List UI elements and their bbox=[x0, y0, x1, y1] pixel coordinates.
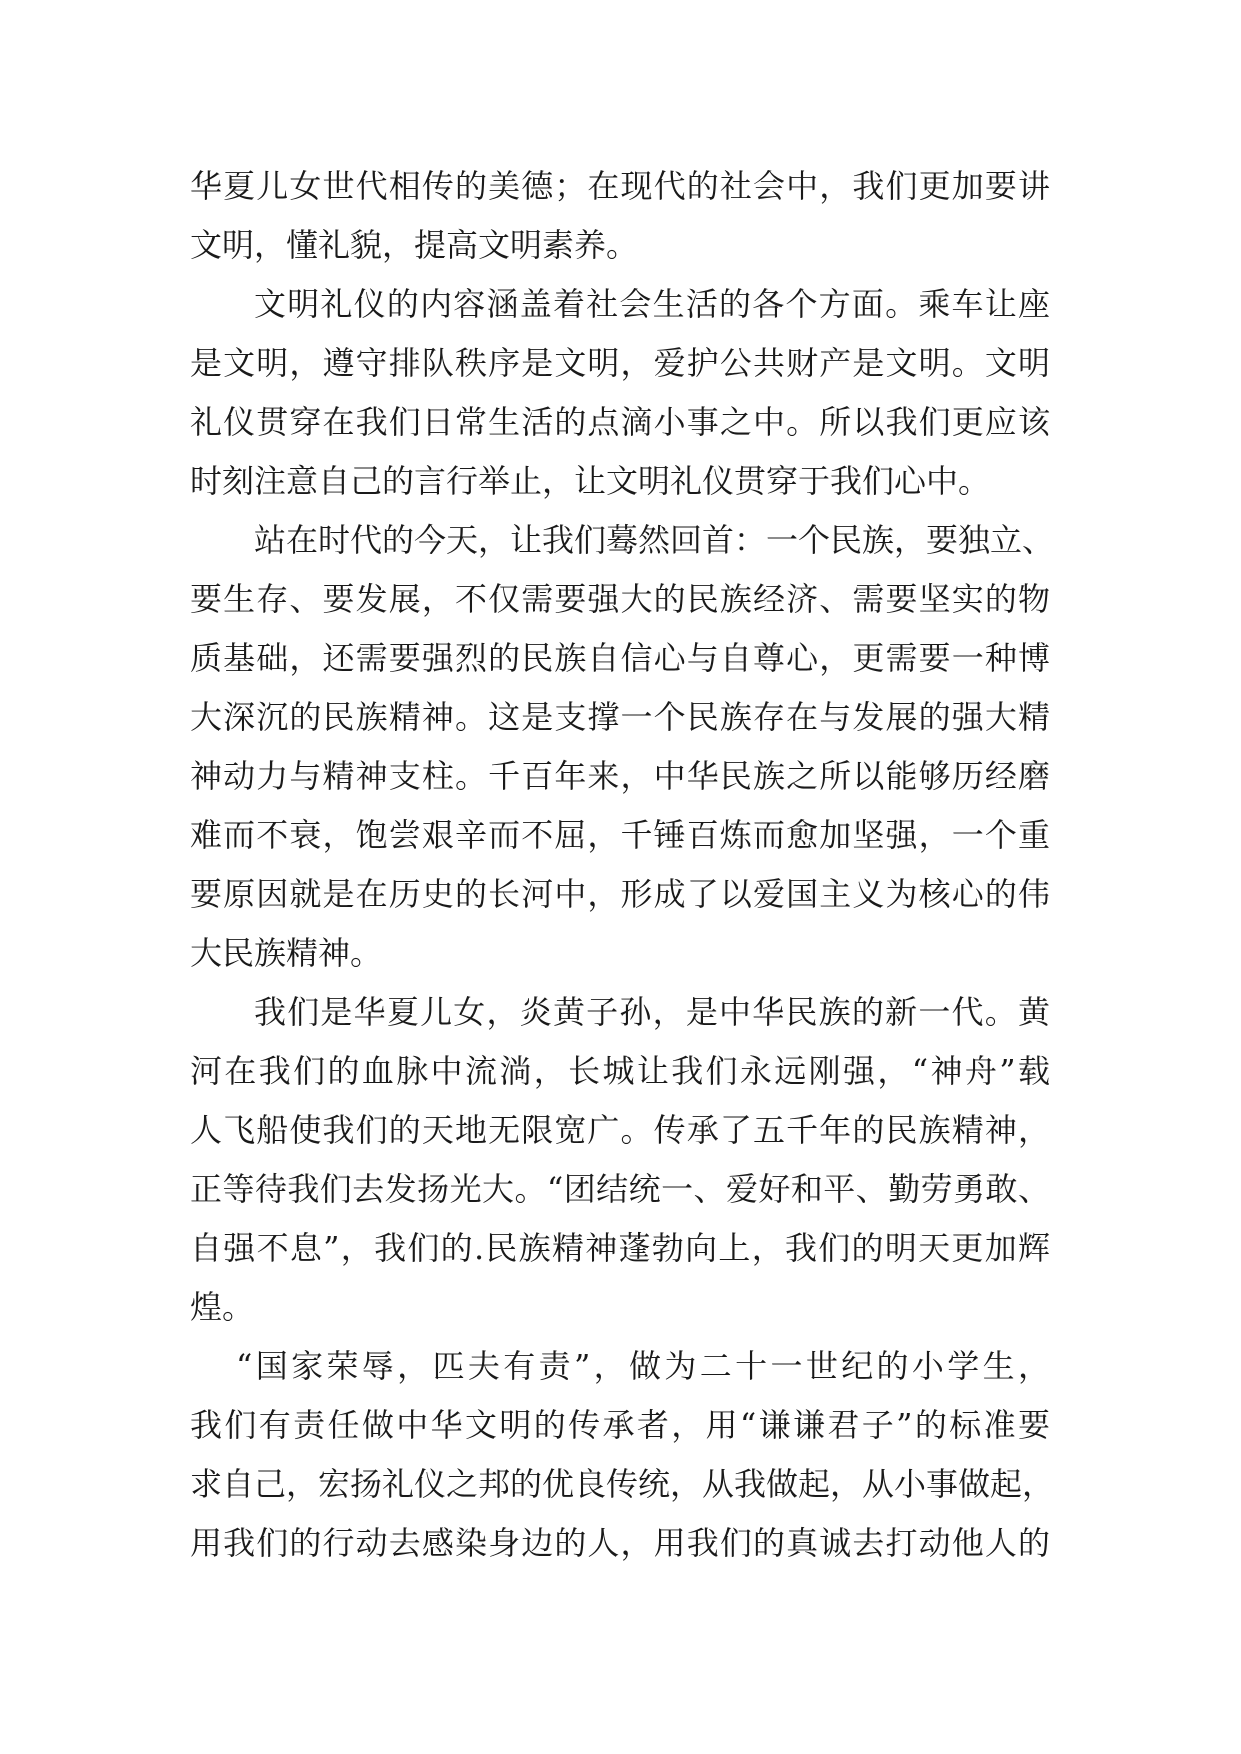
paragraph-first-line: “国家荣辱，匹夫有责”，做为二十一世纪的小学生， bbox=[236, 1347, 1050, 1385]
text-line: 自强不息”，我们的.民族精神蓬勃向上，我们的明天更加辉 bbox=[190, 1229, 1050, 1267]
body-text bbox=[190, 157, 1055, 1573]
text-line: 要原因就是在历史的长河中，形成了以爱国主义为核心的伟 bbox=[190, 875, 1050, 913]
text-line: 求自己，宏扬礼仪之邦的优良传统，从我做起，从小事做起， bbox=[190, 1465, 1055, 1503]
text-line: 华夏儿女世代相传的美德；在现代的社会中，我们更加要讲 bbox=[190, 167, 1050, 205]
text-line: 文明，懂礼貌，提高文明素养。 bbox=[190, 226, 639, 264]
text-line: 礼仪贯穿在我们日常生活的点滴小事之中。所以我们更应该 bbox=[190, 403, 1050, 441]
text-line: 大深沉的民族精神。这是支撑一个民族存在与发展的强大精 bbox=[190, 698, 1050, 736]
text-line: 正等待我们去发扬光大。“团结统一、爱好和平、勤劳勇敢、 bbox=[190, 1170, 1050, 1208]
paragraph-first-line: 我们是华夏儿女，炎黄子孙，是中华民族的新一代。黄 bbox=[254, 993, 1050, 1031]
text-line: 时刻注意自己的言行举止，让文明礼仪贯穿于我们心中。 bbox=[190, 462, 991, 500]
text-line: 我们有责任做中华文明的传承者，用“谦谦君子”的标准要 bbox=[190, 1406, 1050, 1444]
text-line: 要生存、要发展，不仅需要强大的民族经济、需要坚实的物 bbox=[190, 580, 1050, 618]
paragraph-first-line: 文明礼仪的内容涵盖着社会生活的各个方面。乘车让座 bbox=[254, 285, 1050, 323]
text-line: 河在我们的血脉中流淌，长城让我们永远刚强，“神舟”载 bbox=[190, 1052, 1050, 1090]
text-line: 难而不衰，饱尝艰辛而不屈，千锤百炼而愈加坚强，一个重 bbox=[190, 816, 1050, 854]
text-line: 是文明，遵守排队秩序是文明，爱护公共财产是文明。文明 bbox=[190, 344, 1050, 382]
text-line: 用我们的行动去感染身边的人，用我们的真诚去打动他人的 bbox=[190, 1524, 1050, 1562]
text-line: 人飞船使我们的天地无限宽广。传承了五千年的民族精神， bbox=[190, 1111, 1050, 1149]
text-line: 大民族精神。 bbox=[190, 934, 383, 972]
text-line: 煌。 bbox=[190, 1288, 255, 1326]
text-line: 质基础，还需要强烈的民族自信心与自尊心，更需要一种博 bbox=[190, 639, 1050, 677]
paragraph-first-line: 站在时代的今天，让我们蓦然回首：一个民族，要独立、 bbox=[254, 521, 1055, 559]
text-line: 神动力与精神支柱。千百年来，中华民族之所以能够历经磨 bbox=[190, 757, 1050, 795]
